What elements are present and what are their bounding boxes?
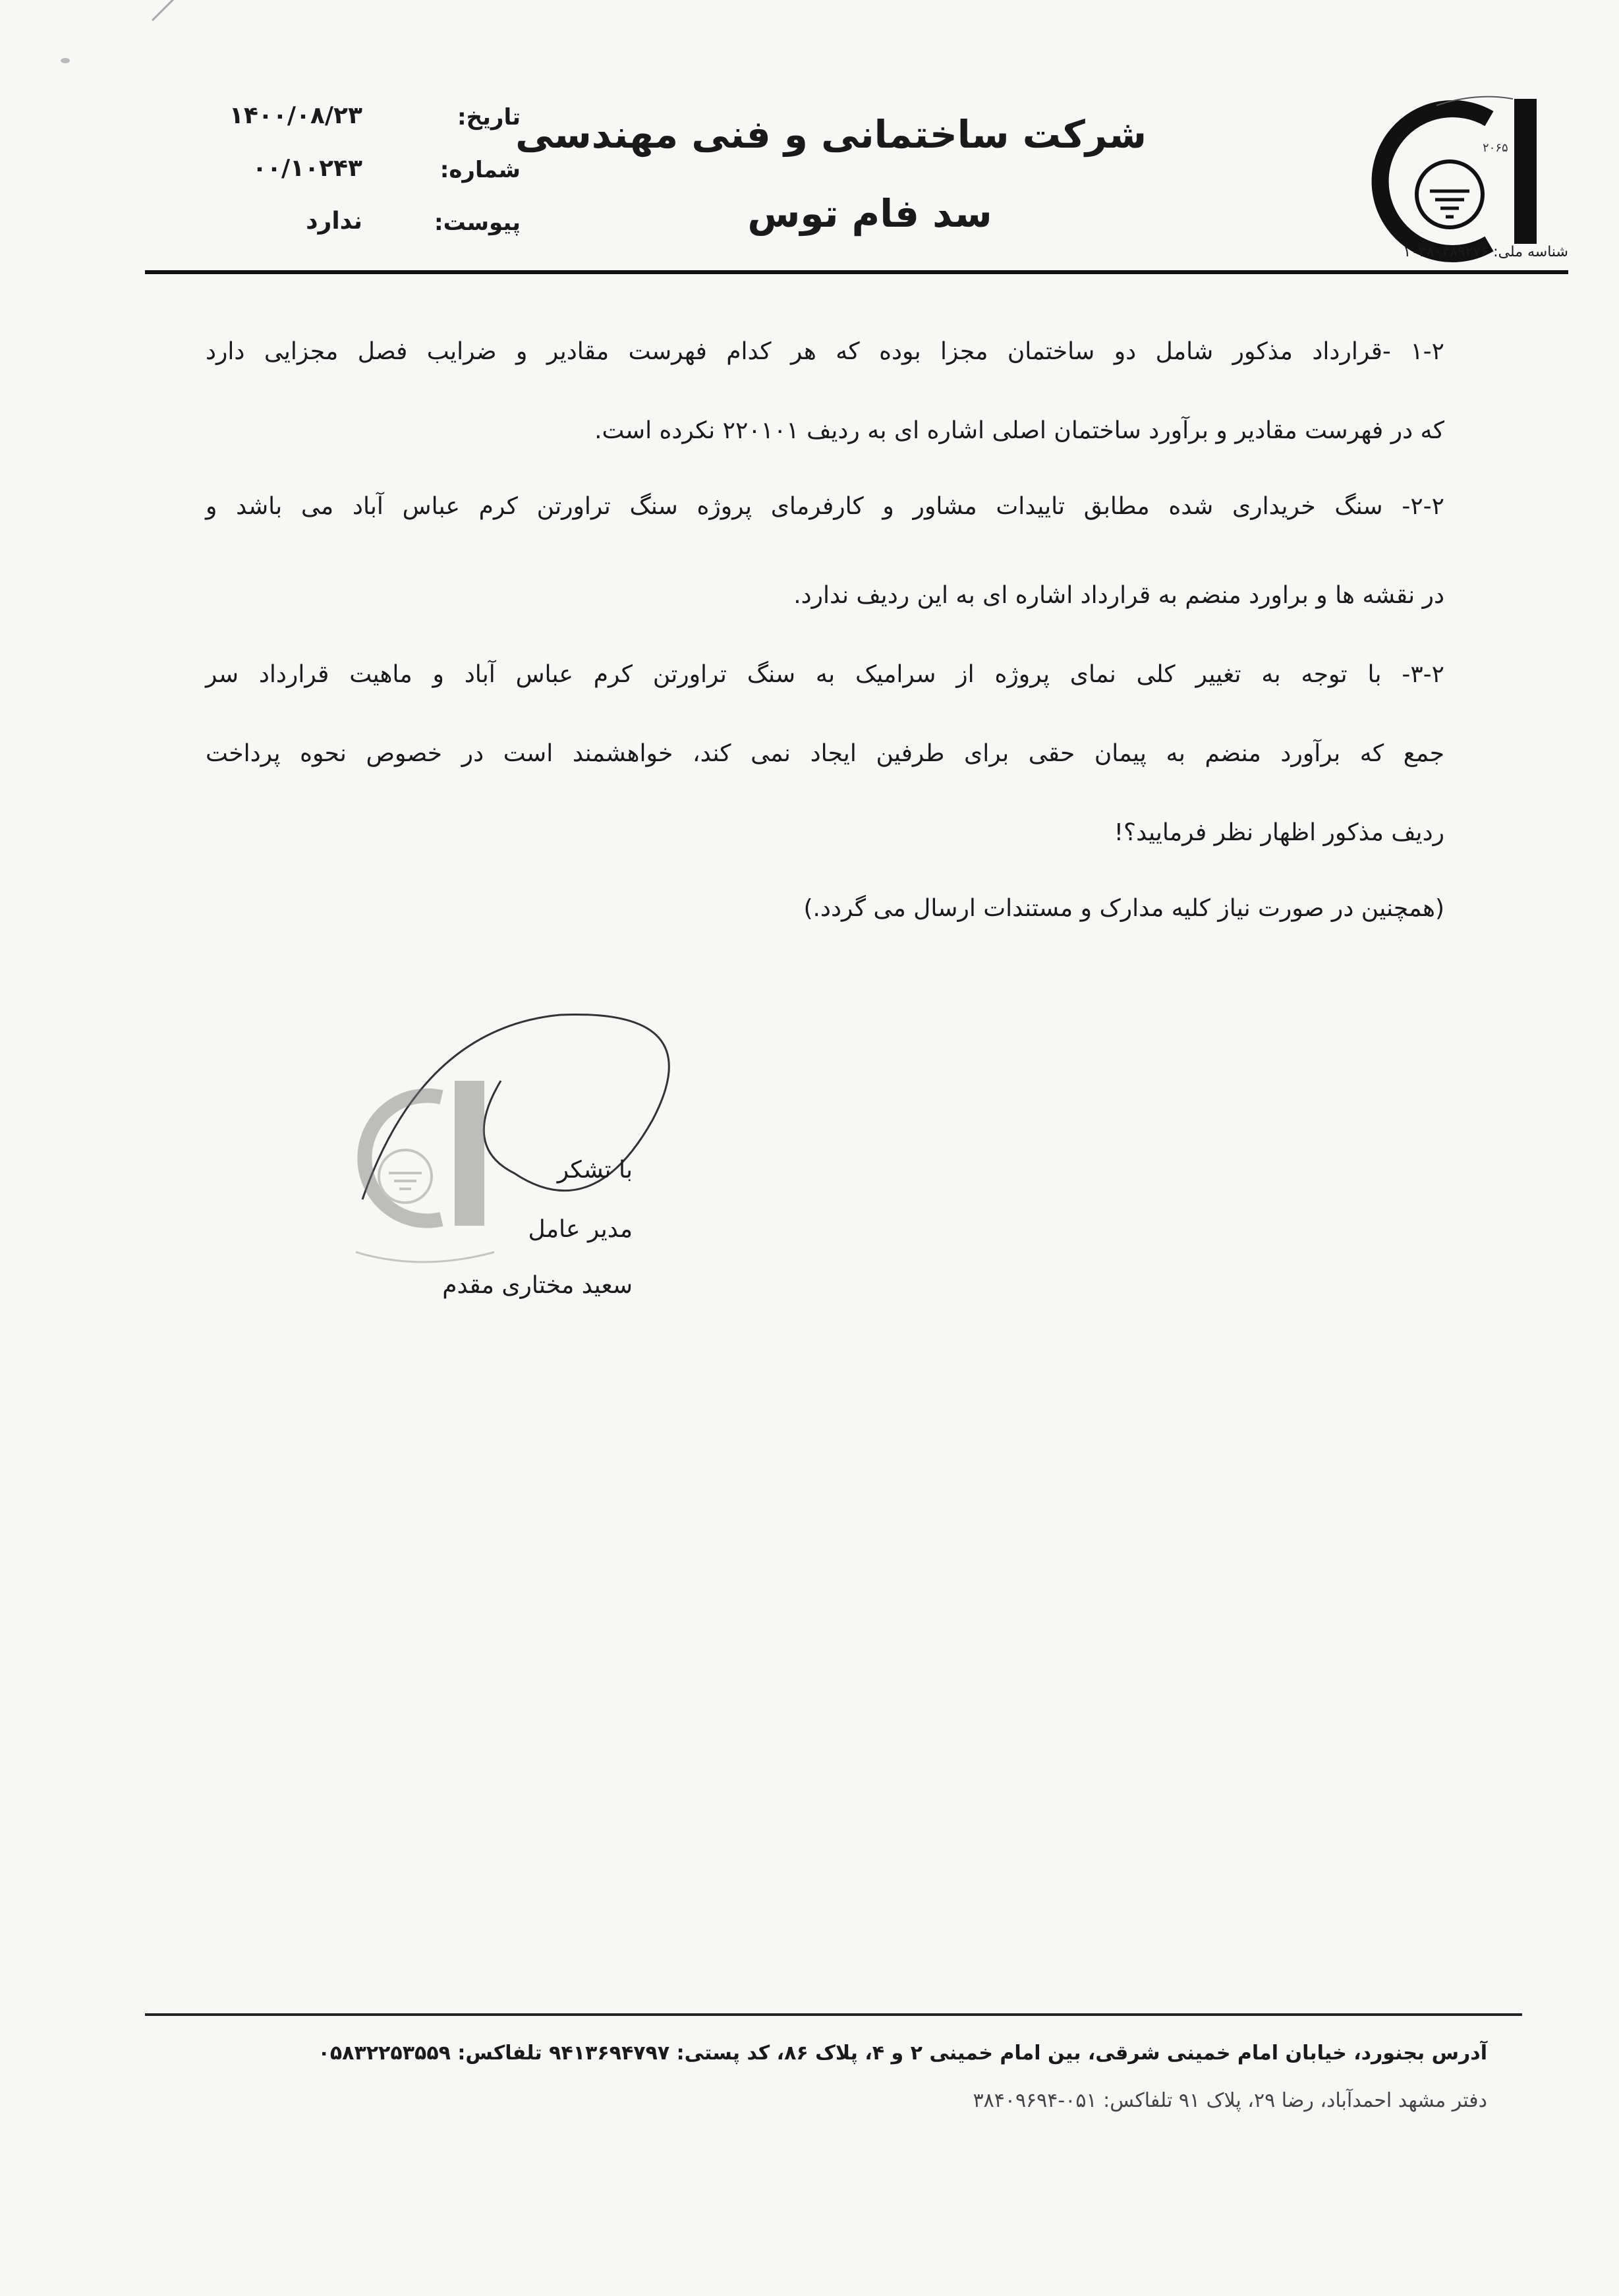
scan-fold-mark	[152, 0, 246, 21]
body-line: ردیف مذکور اظهار نظر فرمایید؟!	[1114, 819, 1444, 846]
body-line: که در فهرست مقادیر و برآورد ساختمان اصلی اشاره ای به ردیف ۲۲۰۱۰۱ نکرده است.	[594, 417, 1444, 444]
date-value: ۱۴۰۰/۰۸/۲۳	[229, 102, 362, 129]
number-label: شماره:	[440, 157, 521, 183]
scan-speck	[61, 58, 70, 63]
company-name: شرکت ساختمانی و فنی مهندسی	[515, 112, 1147, 157]
company-logo	[1357, 79, 1548, 270]
body-line: جمع که برآورد منضم به پیمان حقی برای طرفین ایجاد نمی کند، خواهشمند است در خصوص نحوه پرداخت	[206, 740, 1444, 767]
attachment-label: پیوست:	[434, 210, 521, 236]
footer-divider	[145, 2013, 1522, 2016]
attachment-value: ندارد	[306, 208, 362, 235]
svg-text:۲۰۶۵: ۲۰۶۵	[1483, 141, 1508, 155]
national-id: شناسه ملی: ۱۰۳۸۰۳۸۹۲۷۶	[1403, 244, 1568, 260]
body-line: ۲-۲- سنگ خریداری شده مطابق تاییدات مشاور و کارفرمای پروژه سنگ تراورتن کرم عباس آباد می باشد و	[206, 493, 1444, 520]
signatory-name: سعید مختاری مقدم	[442, 1272, 633, 1299]
signature-title: مدیر عامل	[528, 1216, 633, 1243]
company-subname: سد فام توس	[747, 191, 992, 236]
date-label: تاریخ:	[457, 104, 521, 130]
footer-office: دفتر مشهد احمدآباد، رضا ۲۹، پلاک ۹۱ تلفاکس: ۰۵۱-۳۸۴۰۹۶۹۴	[973, 2089, 1487, 2112]
header-divider	[145, 270, 1568, 274]
body-line: ۳-۲- با توجه به تغییر کلی نمای پروژه از سرامیک به سنگ تراورتن کرم عباس آباد و ماهیت قرارداد سر	[206, 661, 1444, 688]
footer-address: آدرس بجنورد، خیابان امام خمینی شرقی، بین امام خمینی ۲ و ۴، پلاک ۸۶، کد پستی: ۹۴۱۳۶۹۴۷۹۷ تلفاکس: ۰۵۸۳۲۲۵۳۵۵۹	[318, 2042, 1487, 2065]
body-line: ۱-۲ -قرارداد مذکور شامل دو ساختمان مجزا بوده که هر کدام فهرست مقادیر و ضرایب فصل مجزایی دارد	[206, 338, 1444, 365]
number-value: ۰۰/۱۰۲۴۳	[252, 155, 362, 182]
signature-closing: با تشکر	[557, 1157, 633, 1184]
body-line: (همچنین در صورت نیاز کلیه مدارک و مستندات ارسال می گردد.)	[803, 895, 1444, 922]
body-line: در نقشه ها و براورد منضم به قرارداد اشاره ای به این ردیف ندارد.	[793, 582, 1444, 609]
